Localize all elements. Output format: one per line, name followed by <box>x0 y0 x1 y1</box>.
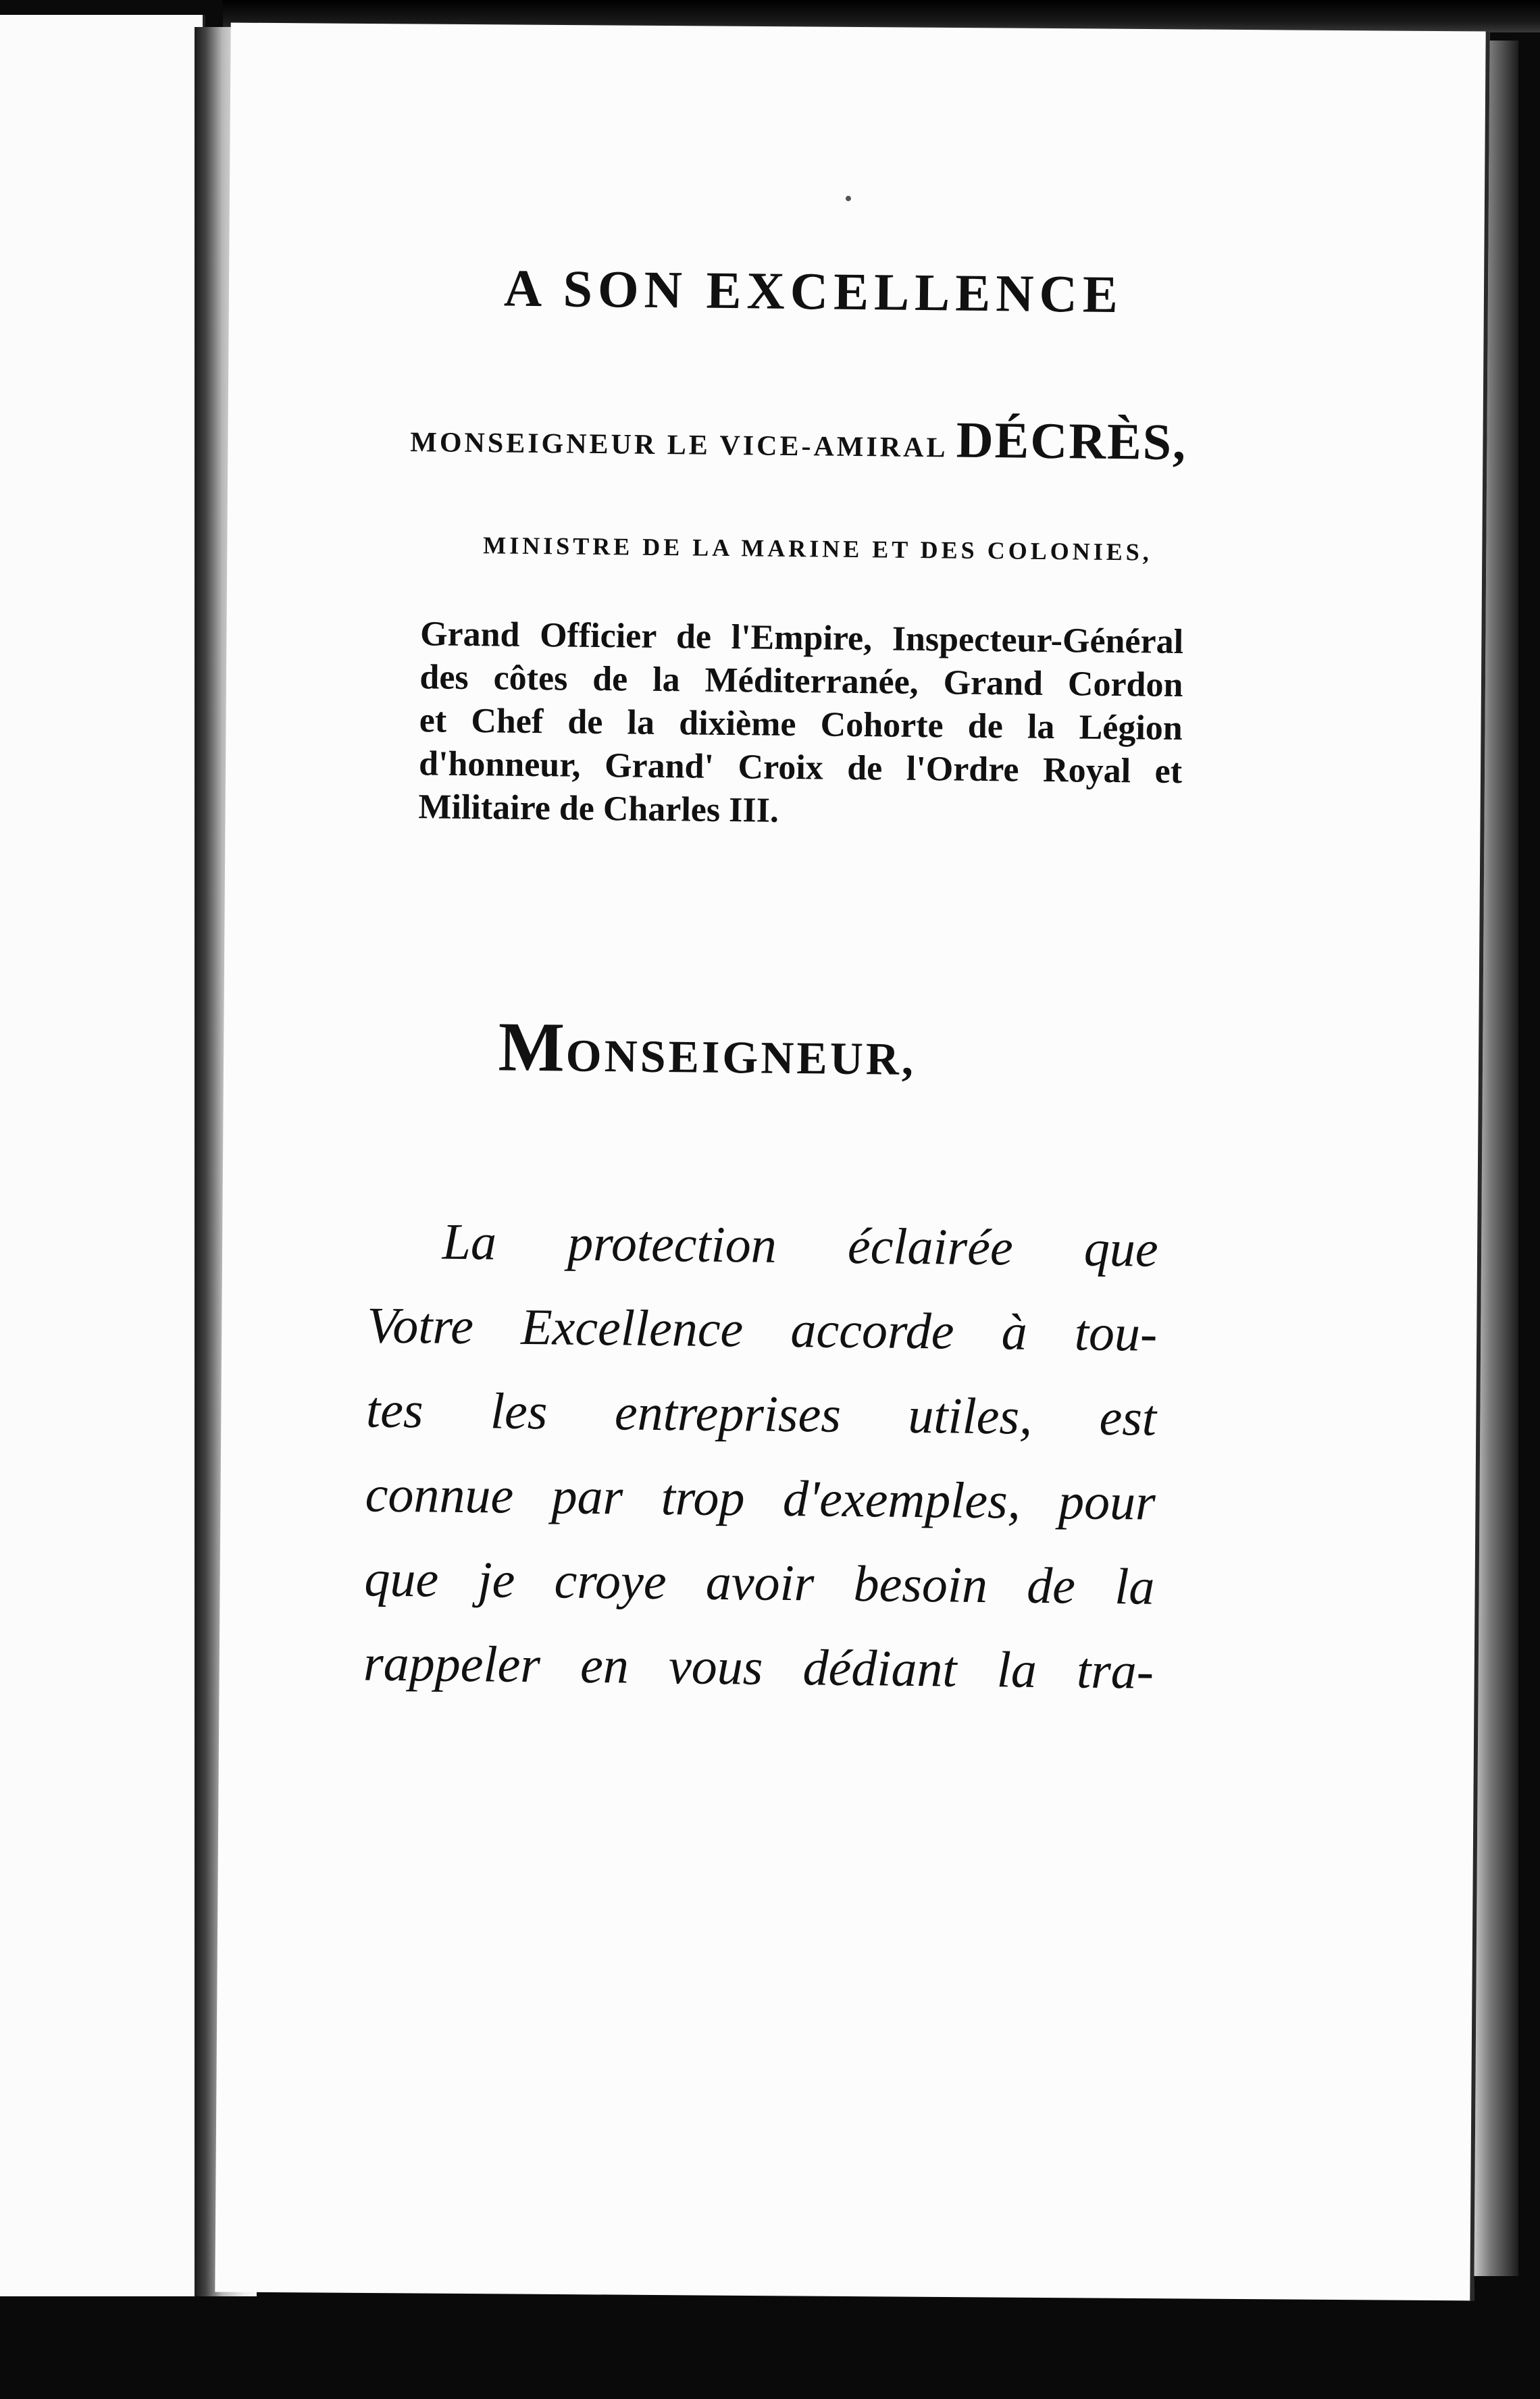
body-line: rappeler en vous dédiant la tra- <box>363 1634 1154 1700</box>
body-line: Votre Excellence accorde à tou- <box>366 1297 1158 1362</box>
titles-line: des côtes de la Méditerranée, Grand Cordon <box>419 658 1183 705</box>
recipient-name: DÉCRÈS, <box>956 411 1187 471</box>
salutation-initial: M <box>498 1008 567 1087</box>
recipient-line <box>403 405 1194 472</box>
body-line: tes les entreprises utiles, est <box>365 1381 1157 1447</box>
honorific-titles <box>418 613 1183 837</box>
salutation <box>498 1007 1187 1095</box>
body-line: La protection éclairée que <box>442 1213 1159 1278</box>
recipient-prefix: MONSEIGNEUR LE VICE-AMIRAL <box>409 427 947 464</box>
dedication-text-block <box>363 257 1196 1714</box>
titles-line: et Chef de la dixième Cohorte de la Légion <box>419 701 1183 748</box>
titles-line: Militaire de Charles III. <box>418 788 779 830</box>
ministry-line: MINISTRE DE LA MARINE ET DES COLONIES, <box>483 532 1152 566</box>
body-line: que je croye avoir besoin de la <box>364 1550 1155 1616</box>
left-page-edge <box>0 15 205 2296</box>
titles-line: d'honneur, Grand' Croix de l'Ordre Royal et <box>418 744 1183 792</box>
salutation-rest: ONSEIGNEUR, <box>565 1029 917 1085</box>
titles-line: Grand Officier de l'Empire, Inspecteur-Général <box>419 615 1184 662</box>
ink-speck <box>846 196 851 201</box>
dedication-title: A SON EXCELLENCE <box>503 258 1124 324</box>
dedication-body <box>363 1200 1159 1714</box>
body-line: connue par trop d'exemples, pour <box>365 1466 1156 1531</box>
